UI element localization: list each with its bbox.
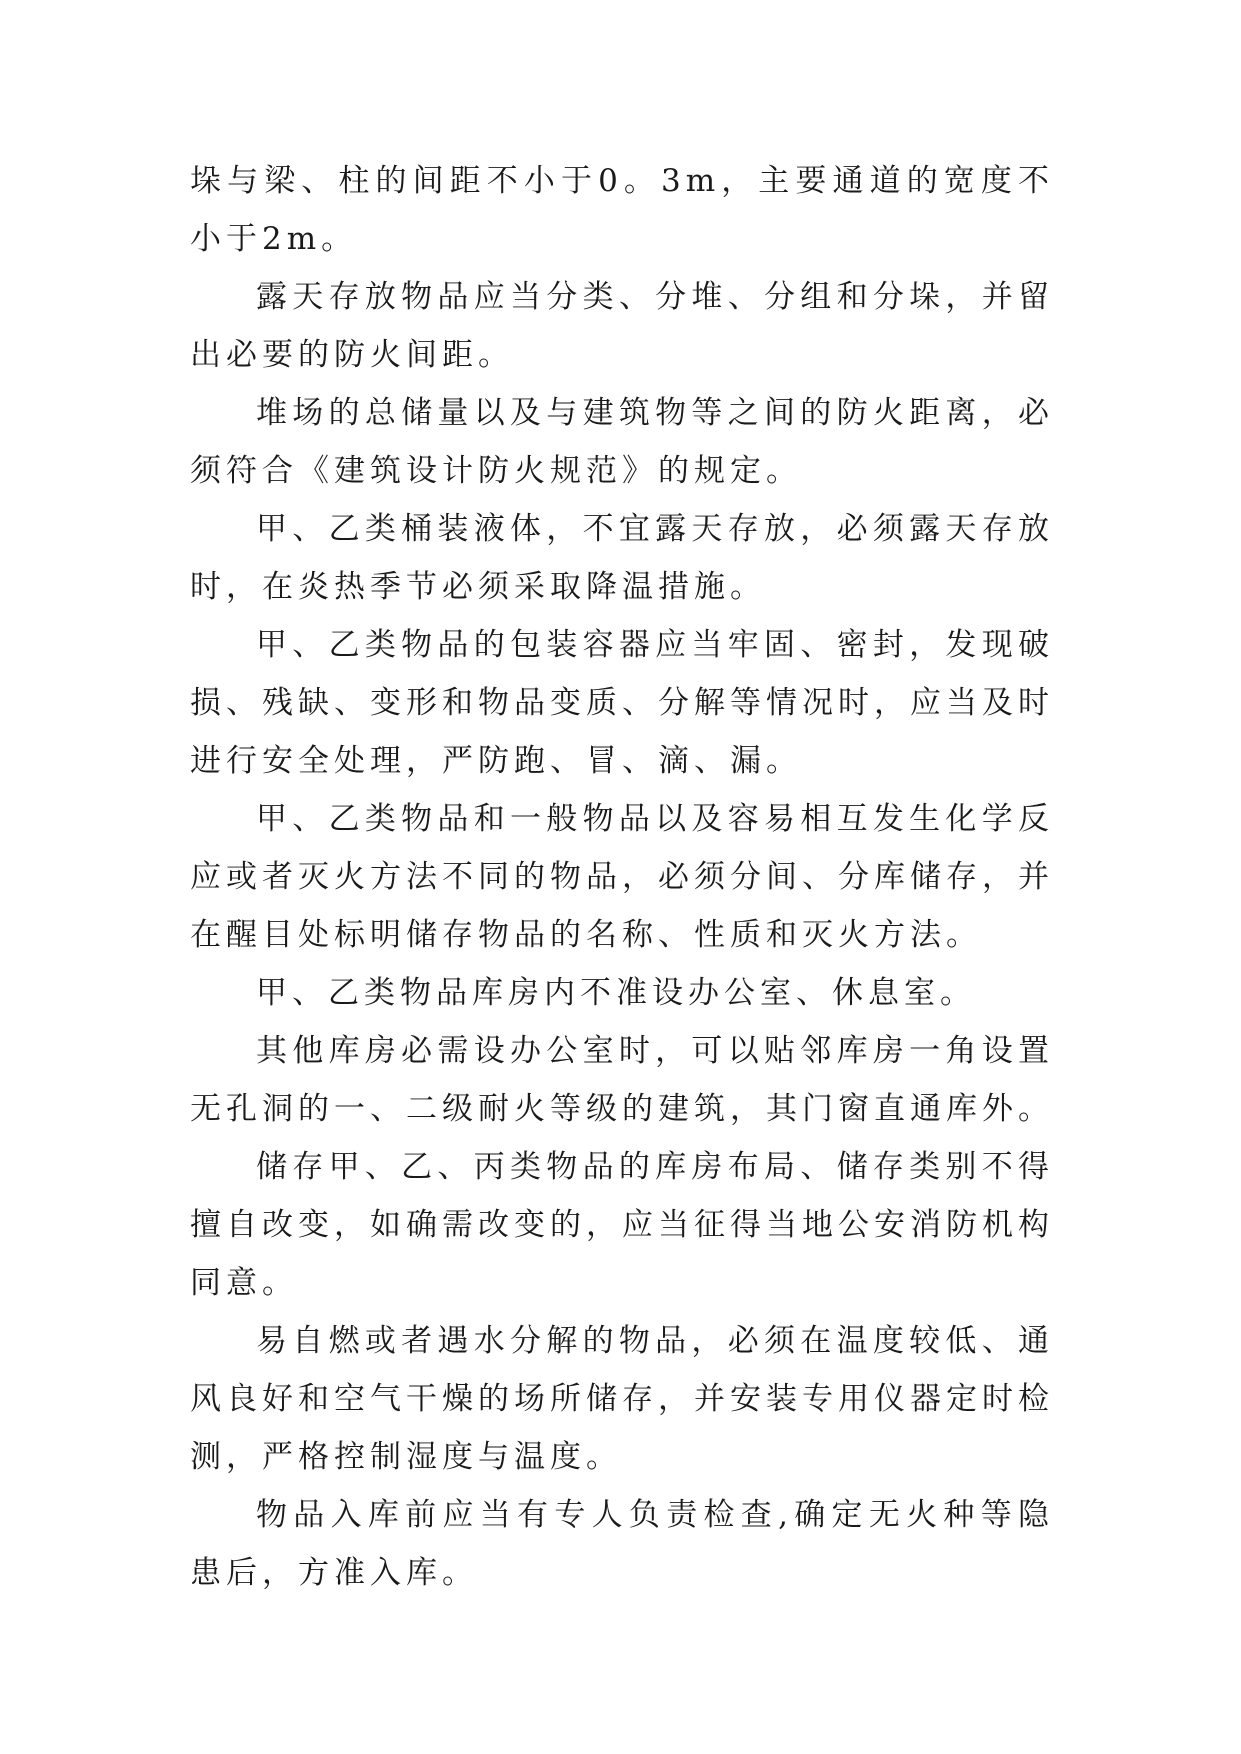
- paragraph: 堆场的总储量以及与建筑物等之间的防火距离，必须符合《建筑设计防火规范》的规定。: [190, 395, 1054, 489]
- paragraph: 甲、乙类桶装液体，不宜露天存放，必须露天存放时，在炎热季节必须采取降温措施。: [190, 511, 1054, 605]
- paragraph: 其他库房必需设办公室时，可以贴邻库房一角设置无孔洞的一、二级耐火等级的建筑，其门窗直通库外。: [190, 1033, 1054, 1127]
- paragraph: 物品入库前应当有专人负责检查,确定无火种等隐患后，方准入库。: [190, 1497, 1054, 1591]
- paragraph: 储存甲、乙、丙类物品的库房布局、储存类别不得擅自改变，如确需改变的，应当征得当地公安消防机构同意。: [190, 1149, 1054, 1301]
- paragraph: 甲、乙类物品的包装容器应当牢固、密封，发现破损、残缺、变形和物品变质、分解等情况时，应当及时进行安全处理，严防跑、冒、滴、漏。: [190, 627, 1054, 779]
- paragraph: 甲、乙类物品库房内不准设办公室、休息室。: [256, 975, 976, 1011]
- paragraph: 易自燃或者遇水分解的物品，必须在温度较低、通风良好和空气干燥的场所储存，并安装专用仪器定时检测，严格控制湿度与温度。: [190, 1323, 1054, 1475]
- paragraph: 垛与梁、柱的间距不小于0。3m，主要通道的宽度不小于2m。: [190, 163, 1054, 257]
- paragraph: 甲、乙类物品和一般物品以及容易相互发生化学反应或者灭火方法不同的物品，必须分间、分库储存，并在醒目处标明储存物品的名称、性质和灭火方法。: [190, 801, 1054, 953]
- document-body: [190, 152, 1054, 1602]
- paragraph: 露天存放物品应当分类、分堆、分组和分垛，并留出必要的防火间距。: [190, 279, 1054, 373]
